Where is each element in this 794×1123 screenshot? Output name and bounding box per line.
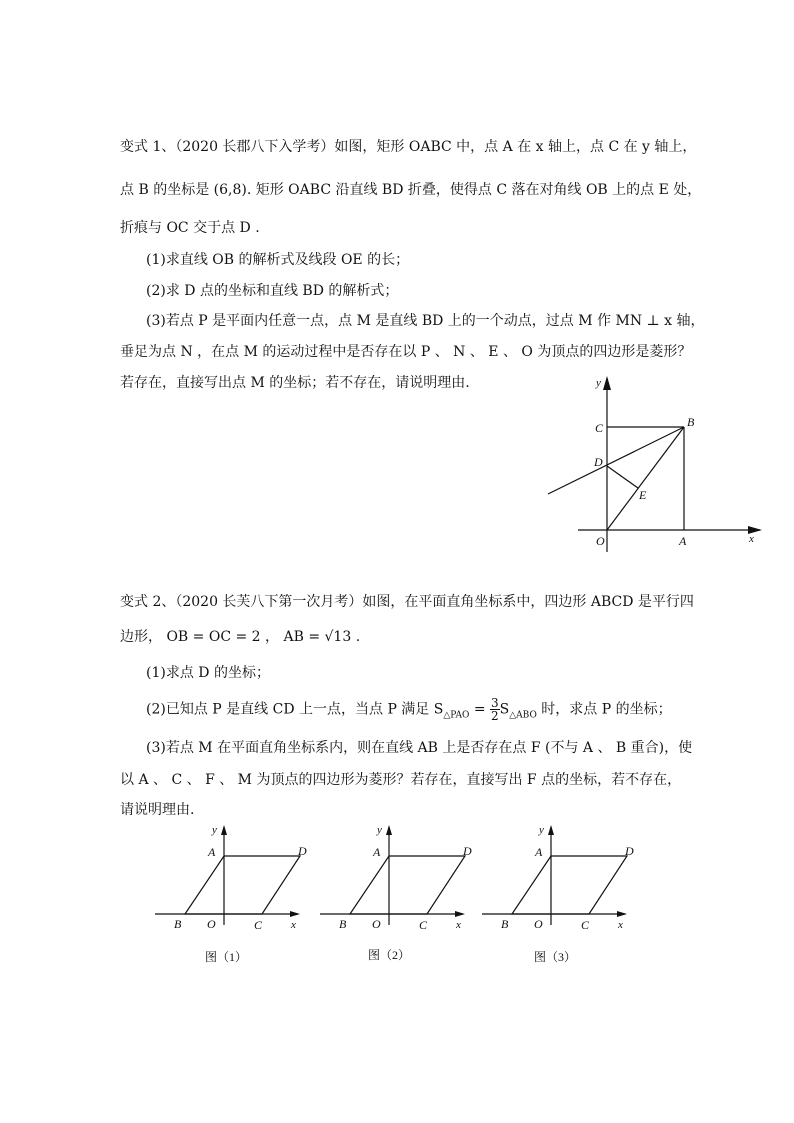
q2-sub2: △ABO — [509, 710, 537, 721]
label-a: A — [208, 845, 216, 859]
q2-post: 时，求点 P 的坐标； — [536, 701, 672, 718]
y-axis-arrow — [386, 825, 392, 835]
problem1-q1: (1)求直线 OB 的解析式及线段 OE 的长； — [146, 252, 410, 268]
problem2-q3-line1: (3)若点 M 在平面直角坐标系内，则在直线 AB 上是否存在点 F (不与 A 、 B 重合)，使 — [146, 740, 693, 756]
label-x: x — [749, 533, 754, 545]
label-c: C — [595, 421, 604, 435]
label-d: D — [463, 844, 472, 858]
label-e: E — [639, 488, 647, 502]
parallelogram-abcd — [350, 856, 465, 914]
parallelogram-abcd — [185, 856, 300, 914]
label-b: B — [339, 917, 347, 931]
label-x: x — [291, 919, 296, 931]
figure-caption: 图（1） — [205, 950, 248, 964]
label-x: x — [618, 919, 623, 931]
problem1-q3-line2: 垂足为点 N ，在点 M 的运动过程中是否存在以 P 、 N 、 E 、 O 为顶点的四边形是菱形？ — [120, 344, 692, 360]
label-a: A — [535, 845, 543, 859]
label-c: C — [581, 918, 590, 932]
problem2-q2 — [146, 697, 672, 725]
label-y: y — [212, 824, 217, 836]
problem2-figure-2 — [315, 820, 475, 970]
problem2-line2: 边形， OB = OC = 2 ， AB = √13 . — [120, 629, 361, 645]
line-bd-extended — [548, 427, 684, 494]
label-o: O — [372, 917, 381, 931]
label-a: A — [679, 534, 687, 548]
problem2-q3-line2: 以 A 、 C 、 F 、 M 为顶点的四边形为菱形？若存在，直接写出 F 点的坐标，若不存在， — [120, 772, 682, 788]
label-d: D — [594, 455, 603, 469]
parallelogram-abcd — [512, 856, 627, 914]
y-axis-arrow — [548, 825, 554, 835]
problem1-line3: 折痕与 OC 交于点 D . — [120, 220, 260, 236]
label-b: B — [687, 415, 695, 429]
label-c: C — [254, 918, 263, 932]
figure-caption: 图（3） — [534, 950, 577, 964]
y-axis-arrow — [221, 825, 227, 835]
problem2-figure-1 — [150, 820, 310, 970]
label-o: O — [534, 917, 543, 931]
label-x: x — [456, 919, 461, 931]
q2-eq: = — [469, 701, 491, 718]
label-b: B — [501, 917, 509, 931]
diagonal-ob — [607, 427, 684, 530]
x-axis-arrow — [455, 911, 465, 917]
problem2-q3-line3: 请说明理由. — [120, 802, 195, 818]
label-c: C — [419, 918, 428, 932]
problem1-q2: (2)求 D 点的坐标和直线 BD 的解析式； — [146, 283, 399, 299]
q2-s2: S — [499, 701, 510, 718]
label-o: O — [207, 917, 216, 931]
label-y: y — [539, 824, 544, 836]
x-axis-arrow — [290, 911, 300, 917]
label-b: B — [174, 917, 182, 931]
problem2-q1: (1)求点 D 的坐标； — [146, 665, 270, 681]
problem1-q3-line1: (3)若点 P 是平面内任意一点，点 M 是直线 BD 上的一个动点，过点 M 作 MN ⊥ x 轴， — [146, 313, 705, 329]
problem1-line1: 变式 1、（2020 长郡八下入学考）如图，矩形 OABC 中，点 A 在 x 轴上，点 C 在 y 轴上， — [120, 139, 697, 155]
label-o: O — [596, 534, 605, 548]
segment-de — [607, 466, 638, 488]
figure-caption: 图（2） — [368, 948, 411, 962]
label-a: A — [373, 845, 381, 859]
q2-pre: (2)已知点 P 是直线 CD 上一点，当点 P 满足 S — [146, 701, 444, 718]
label-d: D — [298, 844, 307, 858]
frac-den: 2 — [491, 709, 499, 723]
label-y: y — [377, 824, 382, 836]
problem2-figure-3 — [478, 820, 638, 970]
y-axis-arrow — [603, 376, 611, 390]
q2-sub1: △PAO — [443, 710, 470, 721]
problem1-q3-line3: 若存在，直接写出点 M 的坐标；若不存在，请说明理由. — [120, 375, 470, 391]
problem2-line1: 变式 2、（2020 长芙八下第一次月考）如图，在平面直角坐标系中，四边形 ABCD 是平行四 — [120, 594, 694, 610]
x-axis-arrow — [617, 911, 627, 917]
fraction-three-halves — [490, 697, 500, 722]
frac-num: 3 — [491, 696, 499, 710]
label-d: D — [625, 844, 634, 858]
label-y: y — [596, 377, 601, 389]
problem1-figure — [545, 372, 775, 557]
problem1-line2: 点 B 的坐标是 (6,8). 矩形 OABC 沿直线 BD 折叠，使得点 C 落在对角线 OB 上的点 E 处， — [120, 182, 702, 198]
